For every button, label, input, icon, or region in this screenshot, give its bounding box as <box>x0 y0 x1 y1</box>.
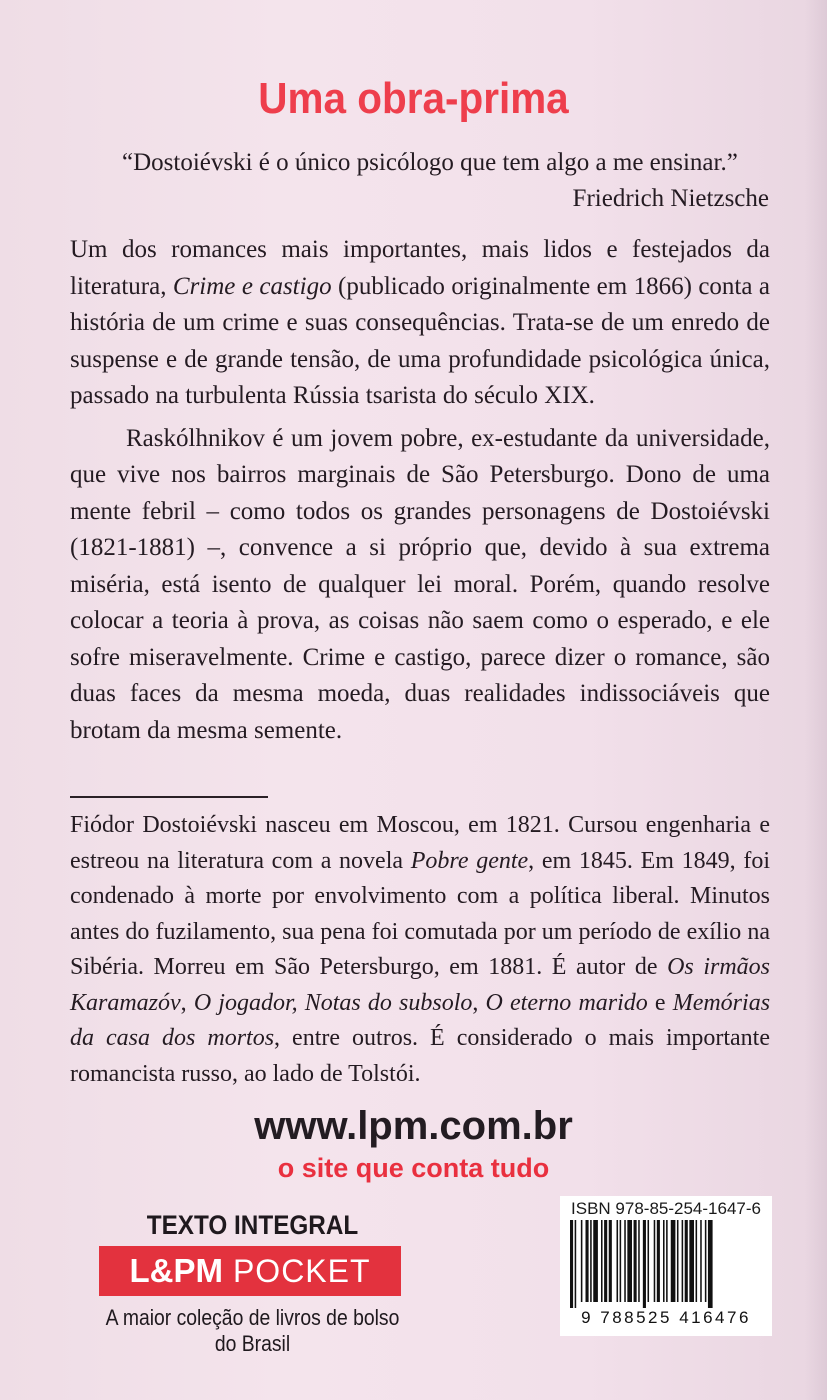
synopsis-text: Um dos romances mais importantes, mais lidos e festejados da literatura, <box>70 236 770 300</box>
barcode-bar <box>671 1220 676 1302</box>
bio-text: , entre outros. É considerado o mais importante romancista russo, ao lado de Tolstói. <box>70 1025 770 1087</box>
barcode-bar <box>590 1220 592 1302</box>
barcode-bar <box>620 1220 622 1302</box>
barcode-digits: 9 788525 416476 <box>581 1308 751 1327</box>
bio-separator: , <box>180 989 194 1016</box>
barcode-bar <box>648 1220 650 1302</box>
barcode-bar <box>604 1220 607 1302</box>
author-bio <box>70 808 770 1092</box>
bio-separator: e <box>647 989 673 1016</box>
publisher-logo-block <box>80 1210 425 1356</box>
barcode-bar <box>689 1220 694 1302</box>
barcode-bar <box>682 1220 684 1302</box>
epigraph-quote: “Dostoiévski é o único psicólogo que tem algo a me ensinar.” <box>122 149 738 176</box>
barcode-bar <box>654 1220 656 1302</box>
barcode-bar <box>705 1220 707 1302</box>
barcode-bar <box>700 1220 702 1302</box>
bio-book-title: O jogador, Notas do subsolo <box>193 989 473 1016</box>
barcode-bar <box>586 1220 589 1302</box>
barcode-block <box>560 1196 772 1336</box>
barcode-bar <box>593 1220 598 1302</box>
isbn-label: ISBN 978-85-254-1647-6 <box>571 1199 761 1218</box>
barcode-bar <box>677 1220 679 1302</box>
barcode-bar <box>570 1220 573 1308</box>
barcode-bar <box>581 1220 583 1302</box>
barcode-bar <box>708 1220 713 1308</box>
barcode-bar <box>624 1220 626 1302</box>
bio-book-title: Pobre gente <box>410 847 529 874</box>
barcode-bar <box>575 1220 577 1308</box>
barcode-bar <box>634 1220 637 1302</box>
barcode-bar <box>627 1220 632 1302</box>
barcode-bar <box>617 1220 619 1302</box>
synopsis <box>70 232 770 749</box>
barcode-bar <box>696 1220 698 1302</box>
barcode-bars <box>566 1220 766 1308</box>
barcode-bar <box>657 1220 660 1302</box>
collection-tagline: A maior coleção de livros de bolso do Brasil <box>105 1305 400 1356</box>
bio-book-title: O eterno marido <box>485 989 648 1016</box>
bio-book-title: Memórias da casa dos mortos <box>70 989 771 1051</box>
barcode-bar <box>601 1220 603 1302</box>
synopsis-paragraph-1 <box>70 232 770 415</box>
barcode-bar <box>609 1220 612 1302</box>
synopsis-paragraph-2: Raskólhnikov é um jovem pobre, ex-estudante da universidade, que vive nos bairros marginais de São Petersburgo. Dono de uma mente febril – como todos os grandes personagens de Dostoiévski (1821-1881) –, convence a si próprio que, devido à sua extrema miséria, está isento de qualquer lei moral. Porém, quando resolve colocar a teoria à prova, as coisas não saem como o esperado, e ele sofre miseravelmente. Crime e castigo, parece dizer o romance, são duas faces da mesma moeda, duas realidades indissociáveis que brotam da mesma semente. <box>70 424 770 744</box>
lpm-pocket-logo <box>99 1246 401 1296</box>
cover-edge-shadow <box>805 0 827 1400</box>
headline: Uma obra-prima <box>258 74 569 123</box>
bio-book-title: Os irmãos Karamazóv <box>70 954 770 1016</box>
bio-text: Fiódor Dostoiévski nasceu em Moscou, em 1821. Cursou engenharia e estreou na literatura com a novela <box>70 812 770 874</box>
barcode-bar <box>638 1220 640 1302</box>
book-title-italic: Crime e castigo <box>172 272 332 300</box>
pocket-word: POCKET <box>232 1252 371 1289</box>
synopsis-text: (publicado originalmente em 1866) conta a história de um crime e suas consequências. Trata-se de um enredo de suspense e de grande tensão, de uma profundidade psicológica única, passado na turbulenta Rússia tsarista do século XIX. <box>70 272 770 409</box>
epigraph-author: Friedrich Nietzsche <box>572 185 769 212</box>
barcode-bar <box>663 1220 665 1302</box>
website-tagline: o site que conta tudo <box>277 1153 550 1183</box>
barcode-bar <box>666 1220 668 1302</box>
bio-text: , em 1845. Em 1849, foi condenado à morte por envolvimento com a política liberal. Minutos antes do fuzilamento, sua pena foi comutada por um período de exílio na Sibéria. Morreu em São Petersburgo, em 1881. É autor de <box>70 847 770 980</box>
website-url[interactable]: www.lpm.com.br <box>254 1104 573 1148</box>
lpm-brand: L&PM <box>129 1252 223 1289</box>
barcode-bar <box>685 1220 688 1302</box>
texto-integral-label: TEXTO INTEGRAL <box>146 1210 359 1240</box>
section-divider <box>70 796 268 798</box>
barcode-bar <box>643 1220 646 1308</box>
bio-separator: , <box>472 989 486 1016</box>
